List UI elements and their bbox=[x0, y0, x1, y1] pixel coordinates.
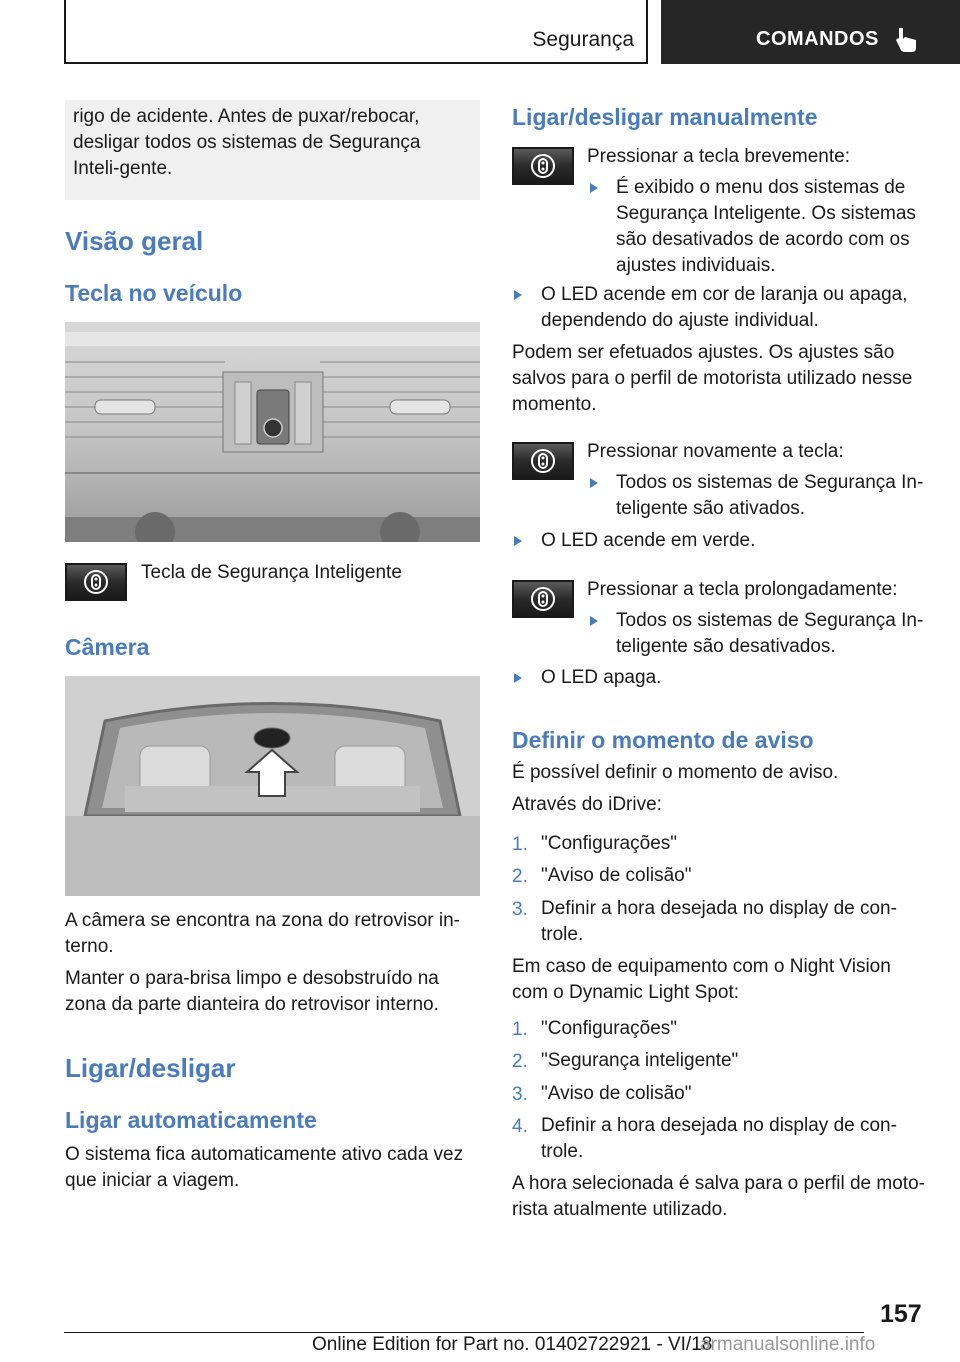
press-again-text: Pressionar novamente a tecla: bbox=[587, 441, 844, 462]
settings-paragraph: Podem ser efetuados ajustes. Os ajustes são salvos para o perfil de motorista utilizado nesse momento. bbox=[512, 342, 913, 415]
list1-number: 3. bbox=[512, 899, 528, 920]
notice-box bbox=[65, 100, 480, 200]
led-off-text: O LED apaga. bbox=[541, 667, 662, 688]
list2-number: 1. bbox=[512, 1019, 528, 1040]
heading-warning-time: Definir o momento de aviso bbox=[512, 727, 814, 753]
notice-text: rigo de acidente. Antes de puxar/rebocar, desligar todos os sistemas de Segurança Inteli-gente. bbox=[73, 106, 421, 179]
press-again-bullet: Todos os sistemas de Segurança In-teligente são ativados. bbox=[616, 472, 924, 519]
heading-auto-on: Ligar automaticamente bbox=[65, 1107, 317, 1133]
press-long-text: Pressionar a tecla prolongadamente: bbox=[587, 579, 898, 600]
heading-on-off: Ligar/desligar bbox=[65, 1053, 236, 1083]
heading-overview: Visão geral bbox=[65, 226, 204, 256]
press-short-text: Pressionar a tecla brevemente: bbox=[587, 146, 850, 167]
press-short-bullet: É exibido o menu dos sistemas de Segurança Inteligente. Os sistemas são desativados de acordo com os ajustes individuais. bbox=[616, 177, 916, 276]
list2-number: 2. bbox=[512, 1051, 528, 1072]
heading-manual: Ligar/desligar manualmente bbox=[512, 104, 818, 130]
header-section-box bbox=[64, 0, 648, 64]
footer-divider bbox=[64, 1332, 864, 1333]
list1-item: "Aviso de colisão" bbox=[541, 865, 692, 886]
warning-paragraph-2: Através do iDrive: bbox=[512, 794, 662, 815]
heading-camera: Câmera bbox=[65, 634, 150, 660]
list1-item: Definir a hora desejada no display de con-trole. bbox=[541, 898, 897, 945]
bullet-triangle-icon bbox=[514, 290, 522, 300]
safety-button-icon bbox=[512, 580, 574, 618]
button-caption: Tecla de Segurança Inteligente bbox=[141, 562, 402, 583]
safety-button-icon bbox=[512, 442, 574, 480]
list2-item: "Segurança inteligente" bbox=[541, 1050, 739, 1071]
bullet-triangle-icon bbox=[590, 478, 598, 488]
warning-paragraph-1: É possível definir o momento de aviso. bbox=[512, 762, 839, 783]
led-orange-text: O LED acende em cor de laranja ou apaga, dependendo do ajuste individual. bbox=[541, 284, 908, 331]
camera-paragraph-1: A câmera se encontra na zona do retrovisor in-terno. bbox=[65, 910, 460, 957]
heading-vehicle-button: Tecla no veículo bbox=[65, 280, 243, 306]
pointing-hand-icon bbox=[895, 26, 921, 54]
led-green-text: O LED acende em verde. bbox=[541, 530, 756, 551]
press-long-bullet: Todos os sistemas de Segurança In-teligente são desativados. bbox=[616, 610, 924, 657]
list1-item: "Configurações" bbox=[541, 833, 678, 854]
page-number: 157 bbox=[880, 1300, 922, 1328]
bullet-triangle-icon bbox=[590, 183, 598, 193]
list2-number: 3. bbox=[512, 1084, 528, 1105]
list2-item: "Aviso de colisão" bbox=[541, 1083, 692, 1104]
dashboard-button-image bbox=[65, 322, 480, 542]
camera-paragraph-2: Manter o para-brisa limpo e desobstruído na zona da parte dianteira do retrovisor interno. bbox=[65, 968, 439, 1015]
night-vision-paragraph: Em caso de equipamento com o Night Vision com o Dynamic Light Spot: bbox=[512, 956, 891, 1003]
bullet-triangle-icon bbox=[514, 673, 522, 683]
list2-item: Definir a hora desejada no display de con-trole. bbox=[541, 1115, 897, 1162]
list2-item: "Configurações" bbox=[541, 1018, 678, 1039]
camera-windshield-image bbox=[65, 676, 480, 896]
safety-button-icon bbox=[65, 563, 127, 601]
list1-number: 1. bbox=[512, 834, 528, 855]
bullet-triangle-icon bbox=[590, 616, 598, 626]
chapter-title: COMANDOS bbox=[756, 28, 879, 50]
edition-text: Online Edition for Part no. 01402722921 - VI/18 bbox=[312, 1334, 713, 1355]
list1-number: 2. bbox=[512, 866, 528, 887]
section-title: Segurança bbox=[532, 28, 634, 51]
safety-button-icon bbox=[512, 147, 574, 185]
final-paragraph: A hora selecionada é salva para o perfil de moto-rista atualmente utilizado. bbox=[512, 1173, 925, 1220]
list2-number: 4. bbox=[512, 1116, 528, 1137]
watermark-text: armanualsonline.info bbox=[700, 1334, 876, 1355]
bullet-triangle-icon bbox=[514, 536, 522, 546]
auto-paragraph: O sistema fica automaticamente ativo cada vez que iniciar a viagem. bbox=[65, 1144, 464, 1191]
